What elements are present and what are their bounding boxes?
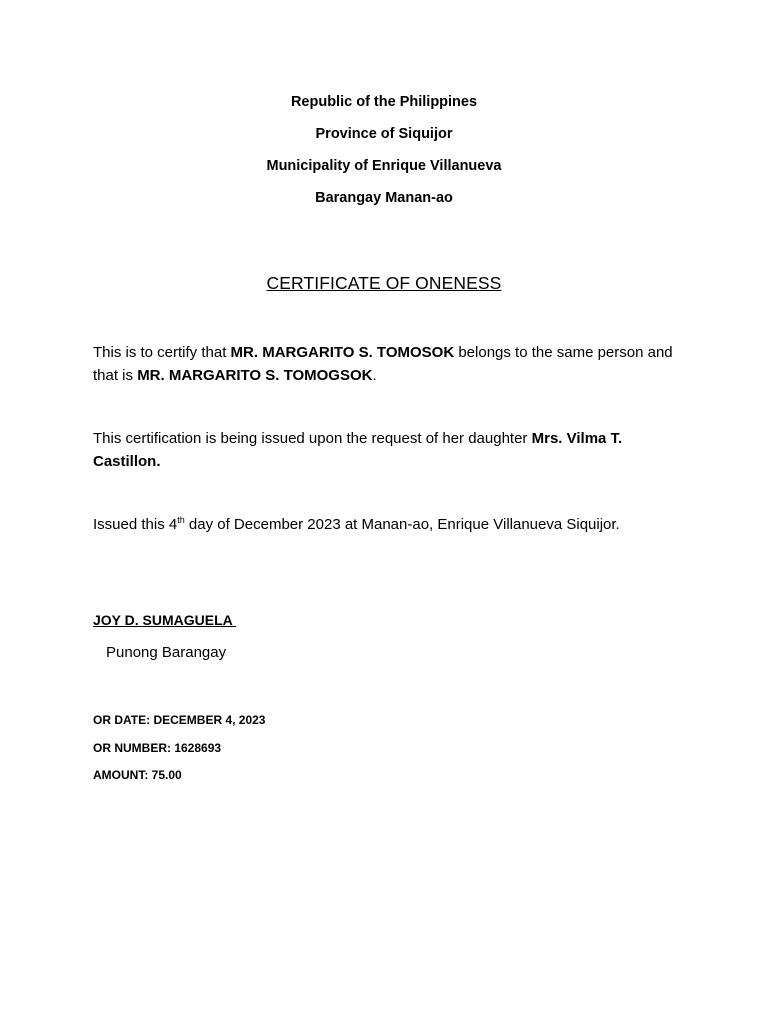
ordinal-suffix: th [177,515,185,525]
subject-name: MR. MARGARITO S. TOMOSOK [230,344,455,361]
letterhead [0,86,768,214]
signatory-title: Punong Barangay [106,644,227,661]
or-number: OR NUMBER: 1628693 [93,740,222,755]
certification-paragraph [93,341,683,387]
signatory-name: JOY D. SUMAGUELA [93,612,237,628]
subject-alternate-name: MR. MARGARITO S. TOMOGSOK [137,367,373,384]
request-paragraph [93,427,683,473]
header-republic: Republic of the Philippines [290,94,478,110]
issuance-paragraph [93,513,683,536]
issuance-text-start: Issued this 4 [93,516,178,533]
certification-text-end: . [372,367,377,384]
certification-text-middle: belongs to the same person and that is [93,344,673,384]
header-province: Province of Siquijor [315,126,453,142]
header-barangay: Barangay Manan-ao [315,190,453,206]
certification-text-start: This is to certify that [93,344,231,361]
request-text: This certification is being issued upon the request of her daughter [93,430,532,447]
issuance-text-end: day of December 2023 at Manan-ao, Enrique Villanueva Siquijor. [184,516,620,533]
certificate-title: CERTIFICATE OF ONENESS [266,273,502,293]
requester-name: Mrs. Vilma T. Castillon. [93,430,623,470]
or-amount: AMOUNT: 75.00 [93,768,182,782]
official-receipt-info [93,707,265,790]
header-municipality: Municipality of Enrique Villanueva [266,158,502,174]
or-date: OR DATE: DECEMBER 4, 2023 [93,713,266,727]
